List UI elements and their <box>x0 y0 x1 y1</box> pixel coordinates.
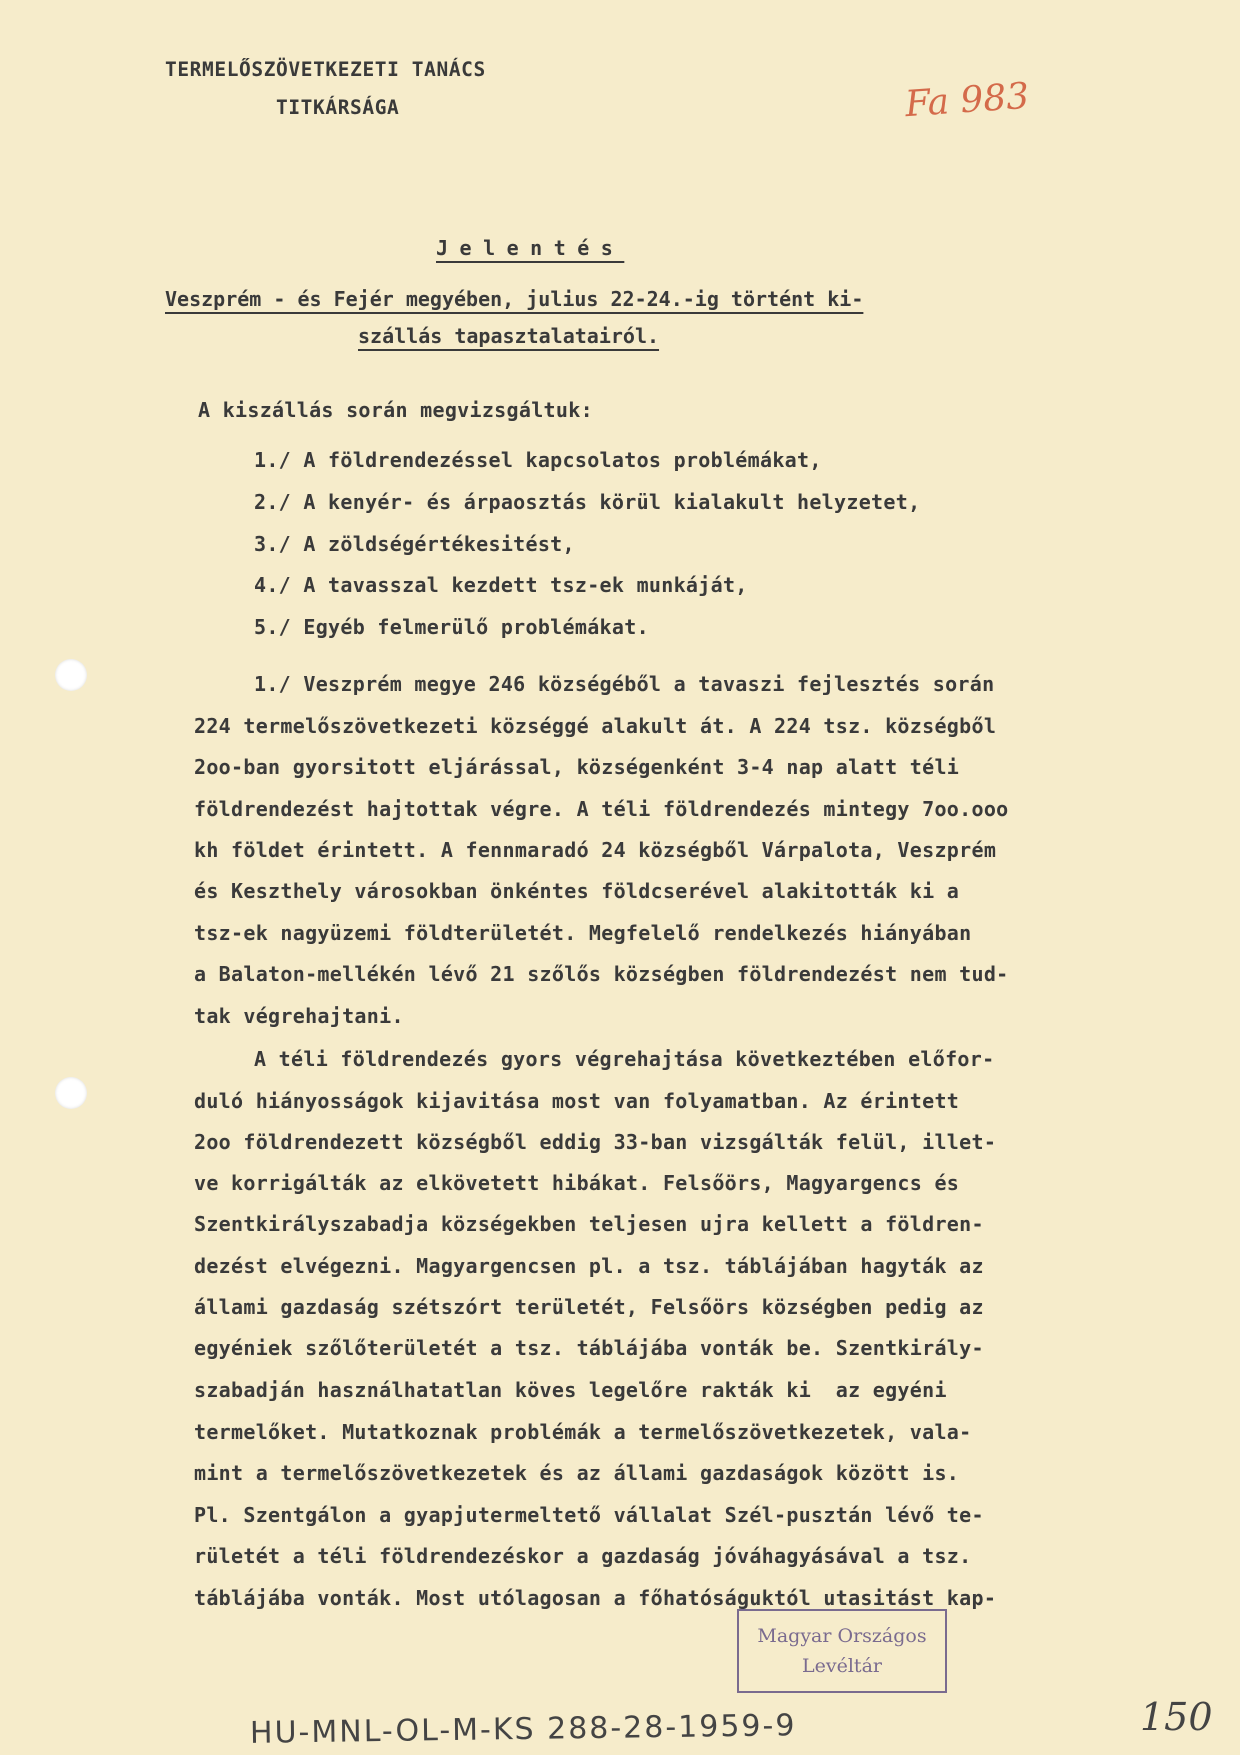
paragraph-line: és Keszthely városokban önkéntes földcserével alakitották ki a <box>194 879 960 903</box>
stamp-line1: Magyar Országos <box>757 1625 927 1647</box>
paragraph-line: dezést elvégezni. Magyargencsen pl. a tsz. táblájában hagyták az <box>194 1254 984 1278</box>
list-item: 1./ A földrendezéssel kapcsolatos problémákat, <box>254 448 822 472</box>
paragraph-line: egyéniek szőlőterületét a tsz. táblájába vonták be. Szentkirály- <box>194 1336 984 1360</box>
paragraph-line: 224 termelőszövetkezeti községgé alakult át. A 224 tsz. községből <box>194 714 997 738</box>
paragraph-line: szabadján használhatatlan köves legelőre rakták ki az egyéni <box>194 1378 947 1402</box>
paragraph-line: táblájába vonták. Most utólagosan a főhatóságuktól utasitást kap- <box>194 1586 997 1610</box>
archive-signature: HU-MNL-OL-M-KS 288-28-1959-9 <box>249 1708 797 1751</box>
list-item: 5./ Egyéb felmerülő problémákat. <box>254 615 649 639</box>
paragraph-line: a Balaton-mellékén lévő 21 szőlős községben földrendezést nem tud- <box>194 962 1009 986</box>
intro-text: A kiszállás során megvizsgáltuk: <box>198 398 593 422</box>
paragraph-line: ve korrigálták az elkövetett hibákat. Felsőörs, Magyargencs és <box>194 1171 960 1195</box>
paragraph-line: tsz-ek nagyüzemi földterületét. Megfelelő rendelkezés hiányában <box>194 921 972 945</box>
punch-hole <box>55 1077 87 1109</box>
paragraph-line: tak végrehajtani. <box>194 1004 404 1028</box>
paragraph-line: rületét a téli földrendezéskor a gazdaság jóváhagyásával a tsz. <box>194 1544 972 1568</box>
list-item: 3./ A zöldségértékesitést, <box>254 532 575 556</box>
handwritten-reference: Fa 983 <box>903 75 1031 126</box>
list-item: 4./ A tavasszal kezdett tsz-ek munkáját, <box>254 573 748 597</box>
paragraph-line: 2oo-ban gyorsitott eljárással, községenként 3-4 nap alatt téli <box>194 755 960 779</box>
paragraph-line: földrendezést hajtottak végre. A téli földrendezés mintegy 7oo.ooo <box>194 797 1009 821</box>
paragraph-line: Szentkirályszabadja községekben teljesen ujra kellett a földren- <box>194 1212 984 1236</box>
punch-hole <box>55 659 87 691</box>
document-title: Jelentés <box>436 236 625 260</box>
org-name-line2: TITKÁRSÁGA <box>276 96 400 119</box>
list-item: 2./ A kenyér- és árpaosztás körül kialakult helyzetet, <box>254 490 921 514</box>
paragraph-line: kh földet érintett. A fennmaradó 24 községből Várpalota, Veszprém <box>194 838 997 862</box>
paragraph-line: A téli földrendezés gyors végrehajtása következtében előfor- <box>254 1047 995 1071</box>
archive-stamp <box>737 1609 947 1693</box>
paragraph-line: mint a termelőszövetkezetek és az állami gazdaságok között is. <box>194 1461 960 1485</box>
paragraph-line: 2oo földrendezett községből eddig 33-ban vizsgálták felül, illet- <box>194 1130 997 1154</box>
paragraph-line: termelőket. Mutatkoznak problémák a termelőszövetkezetek, vala- <box>194 1420 972 1444</box>
org-name-line1: TERMELŐSZÖVETKEZETI TANÁCS <box>165 58 486 81</box>
paragraph-line: duló hiányosságok kijavitása most van folyamatban. Az érintett <box>194 1089 960 1113</box>
paragraph-line: Pl. Szentgálon a gyapjutermeltető vállalat Szél-pusztán lévő te- <box>194 1503 984 1527</box>
paragraph-line: állami gazdaság szétszórt területét, Felsőörs községben pedig az <box>194 1295 984 1319</box>
subtitle-line1: Veszprém - és Fejér megyében, julius 22-24.-ig történt ki- <box>165 287 864 311</box>
subtitle-line2: szállás tapasztalatairól. <box>358 324 660 348</box>
page-number: 150 <box>1140 1695 1213 1739</box>
paragraph-line: 1./ Veszprém megye 246 községéből a tavaszi fejlesztés során <box>254 672 995 696</box>
stamp-line2: Levéltár <box>802 1655 882 1677</box>
